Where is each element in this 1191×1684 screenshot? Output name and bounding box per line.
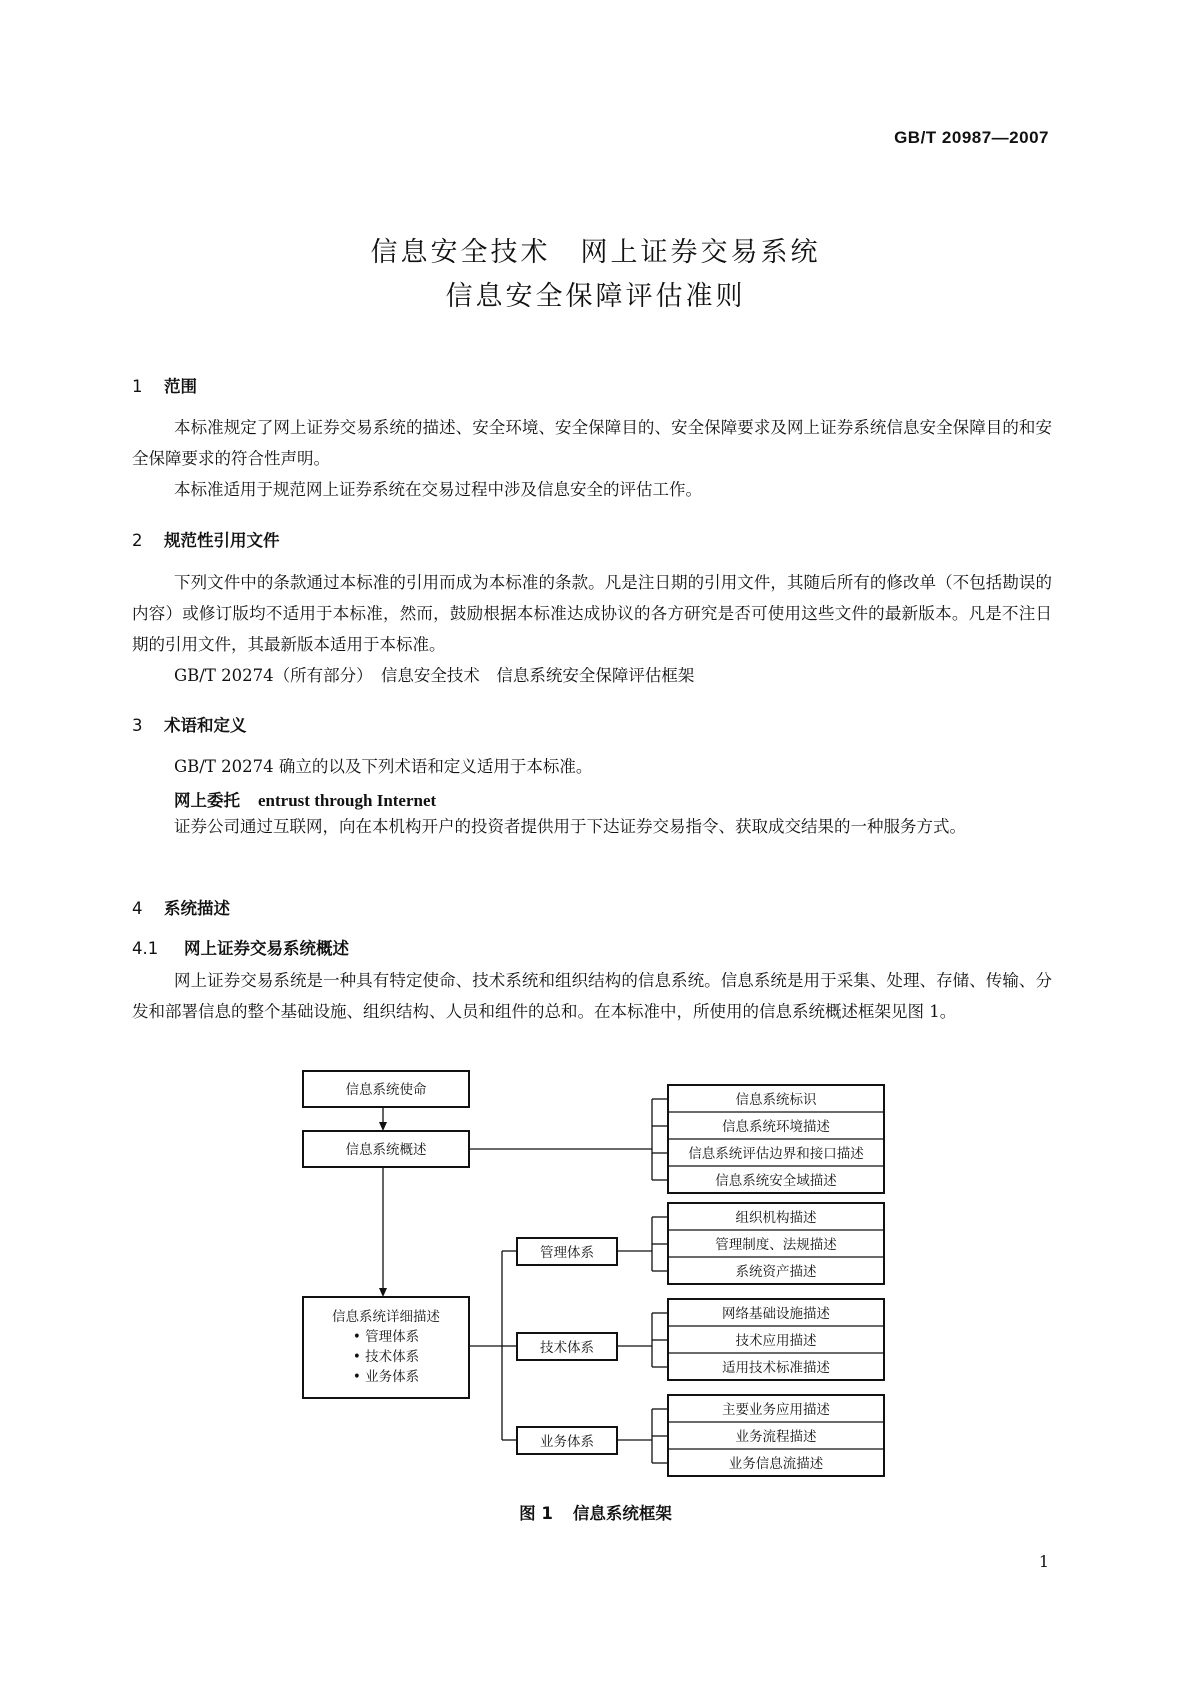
section-3-paragraph-1: GB/T 20274 确立的以及下列术语和定义适用于本标准。 (174, 757, 593, 776)
standard-number: GB/T 20987—2007 (894, 128, 1049, 147)
mission-label: 信息系统使命 (345, 1082, 427, 1098)
section-number: 4.1 (132, 939, 159, 958)
section-title: 网上证券交易系统概述 (184, 939, 349, 958)
management-item: 组织机构描述 (735, 1210, 817, 1226)
business-item: 主要业务应用描述 (722, 1402, 830, 1418)
section-title: 规范性引用文件 (164, 531, 280, 550)
overview-label: 信息系统概述 (345, 1142, 427, 1158)
section-2-paragraph-1: 下列文件中的条款通过本标准的引用而成为本标准的条款。凡是注日期的引用文件，其随后所有的修改单（不包括勘误的内容）或修订版均不适用于本标准，然而，鼓励根据本标准达成协议的各方研究是否可使用这些文件的最新版本。凡是不注日期的引用文件，其最新版本适用于本标准。 (132, 573, 1052, 654)
overview-item: 信息系统环境描述 (722, 1119, 830, 1135)
business-item: 业务流程描述 (735, 1429, 817, 1445)
overview-item: 信息系统标识 (735, 1092, 817, 1108)
term-definition: 证券公司通过互联网，向在本机构开户的投资者提供用于下达证券交易指令、获取成交结果的一种服务方式。 (174, 817, 966, 836)
detail-title: 信息系统详细描述 (332, 1309, 440, 1325)
section-number: 3 (132, 716, 143, 735)
section-title: 系统描述 (164, 899, 230, 918)
technology-item: 技术应用描述 (735, 1333, 817, 1349)
overview-item: 信息系统安全域描述 (715, 1173, 837, 1189)
management-system-label: 管理体系 (540, 1245, 594, 1261)
management-item: 管理制度、法规描述 (715, 1237, 837, 1253)
section-number: 1 (132, 377, 143, 396)
section-number: 4 (132, 899, 143, 918)
section-1-paragraph-2: 本标准适用于规范网上证券系统在交易过程中涉及信息安全的评估工作。 (174, 480, 702, 499)
term-chinese: 网上委托 (174, 791, 240, 810)
business-item: 业务信息流描述 (728, 1456, 824, 1472)
section-title: 术语和定义 (164, 716, 247, 735)
page-number: 1 (1038, 1552, 1049, 1571)
technology-item: 适用技术标准描述 (722, 1360, 830, 1376)
section-title: 范围 (164, 377, 197, 396)
detail-bullet: • 业务体系 (352, 1369, 420, 1385)
section-2-reference: GB/T 20274（所有部分） 信息安全技术 信息系统安全保障评估框架 (174, 666, 695, 685)
section-number: 2 (132, 531, 143, 550)
overview-item: 信息系统评估边界和接口描述 (688, 1146, 864, 1162)
figure-caption-label: 图 1 (519, 1504, 553, 1523)
technology-system-label: 技术体系 (540, 1340, 594, 1356)
arrowhead-icon (379, 1122, 387, 1131)
document-title-line1: 信息安全技术 网上证券交易系统 (370, 237, 821, 268)
term-english: entrust through Internet (258, 791, 437, 810)
document-title-line2: 信息安全保障评估准则 (445, 281, 746, 312)
section-1-paragraph-1: 本标准规定了网上证券交易系统的描述、安全环境、安全保障目的、安全保障要求及网上证券系统信息安全保障目的和安全保障要求的符合性声明。 (132, 418, 1052, 468)
section-4-1-paragraph-1: 网上证券交易系统是一种具有特定使命、技术系统和组织结构的信息系统。信息系统是用于采集、处理、存储、传输、分发和部署信息的整个基础设施、组织结构、人员和组件的总和。在本标准中，所使用的信息系统概述框架见图 1。 (132, 971, 1052, 1021)
technology-item: 网络基础设施描述 (722, 1306, 830, 1322)
figure-caption-title: 信息系统框架 (572, 1504, 672, 1523)
management-item: 系统资产描述 (735, 1264, 817, 1280)
arrowhead-icon (379, 1288, 387, 1297)
business-system-label: 业务体系 (540, 1434, 594, 1450)
detail-bullet: • 管理体系 (352, 1329, 420, 1345)
figure-caption (0, 1500, 1191, 1524)
detail-bullet: • 技术体系 (352, 1349, 420, 1365)
